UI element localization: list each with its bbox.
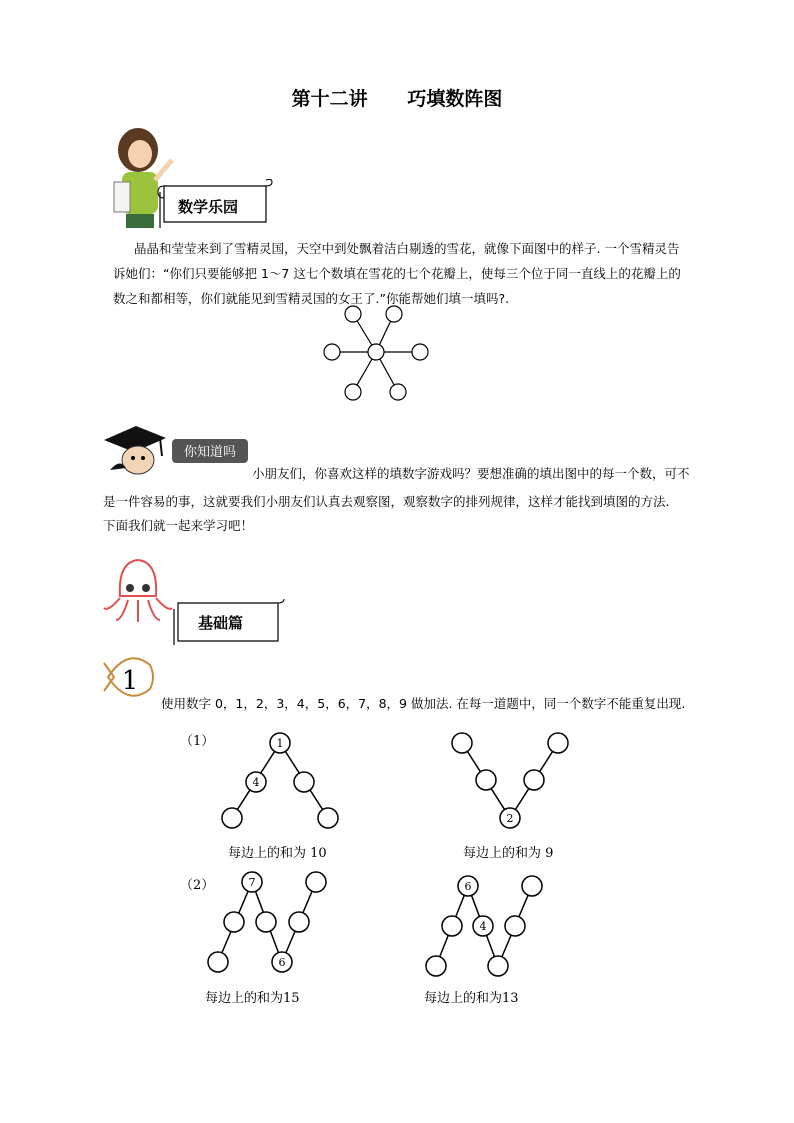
squid-illustration (100, 556, 178, 628)
diagram-a-caption: 每边上的和为 10 (228, 846, 327, 861)
diagram-c-top-value: 7 (248, 876, 256, 889)
part-1-label: （1） (180, 734, 215, 749)
diagram-c-bottom-value: 6 (278, 956, 286, 969)
snowflake-diagram (320, 300, 440, 410)
diagram-a (210, 728, 350, 838)
diagram-a-top-value: 1 (276, 737, 284, 750)
problem-number: 1 (121, 666, 139, 696)
banner-label: 数学乐园 (178, 198, 239, 216)
part-2-label: （2） (180, 878, 215, 893)
basics-banner-label: 基础篇 (198, 614, 244, 632)
problem-instruction: 使用数字 0，1，2，3，4，5，6，7，8，9 做加法. 在每一道题中，同一个数字不能重复出现. (161, 696, 686, 711)
fish-number-icon (100, 645, 160, 709)
diagram-c (200, 868, 340, 980)
diagram-d-top-value: 6 (464, 880, 472, 893)
diagram-b (440, 728, 580, 838)
tip-line-3: 下面我们就一起来学习吧！ (103, 518, 254, 533)
tip-line-2: 是一件容易的事，这就要我们小朋友们认真去观察图，观察数字的排列规律，这样才能找到填图的方法. (103, 494, 670, 509)
diagram-b-bottom-value: 2 (506, 812, 514, 825)
graduate-illustration (100, 418, 170, 480)
intro-line-3: 数之和都相等，你们就能见到雪精灵国的女王了.”你能帮她们填一填吗?. (113, 291, 510, 306)
did-you-know-badge (170, 436, 252, 466)
tip-line-1: 小朋友们，你喜欢这样的填数字游戏吗？要想准确的填出图中的每一个数，可不 (252, 466, 690, 481)
diagram-b-caption: 每边上的和为 9 (463, 846, 554, 861)
badge-text: 你知道吗 (183, 445, 237, 460)
diagram-d (420, 868, 560, 980)
diagram-c-caption: 每边上的和为15 (205, 991, 300, 1006)
intro-line-1: 晶晶和莹莹来到了雪精灵国，天空中到处飘着洁白剔透的雪花，就像下面图中的样子. 一个雪精灵告 (134, 241, 680, 256)
intro-line-2: 诉她们：“你们只要能够把 1～7 这七个数填在雪花的七个花瓣上，使每三个位于同一直线上的花瓣上的 (113, 266, 681, 281)
diagram-d-middle-value: 4 (479, 920, 487, 933)
page-title: 第十二讲 巧填数阵图 (291, 88, 503, 110)
diagram-a-left-value: 4 (252, 776, 260, 789)
diagram-d-caption: 每边上的和为13 (424, 991, 519, 1006)
